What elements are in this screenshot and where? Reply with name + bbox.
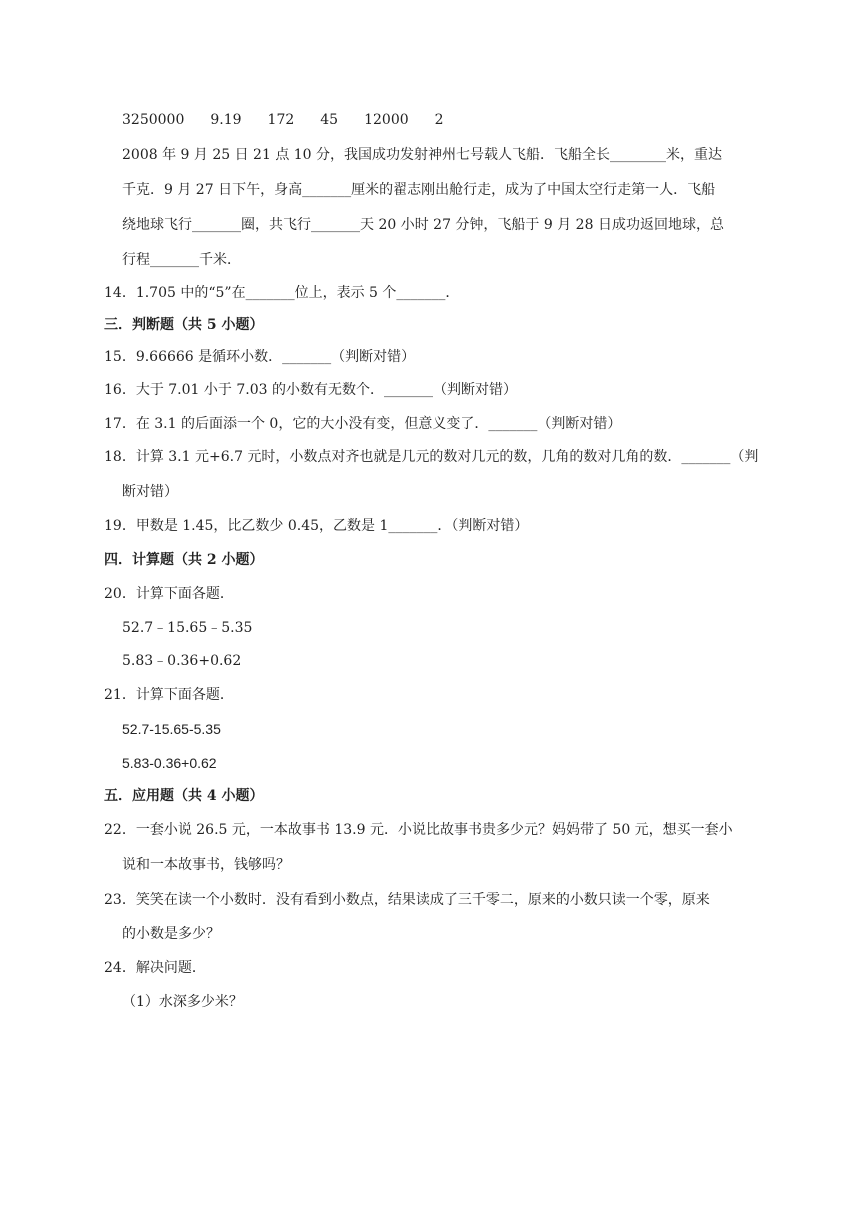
section-heading-judgement: 三．判断题（共 5 小题） — [104, 317, 264, 333]
number-item: 2 — [434, 112, 444, 128]
question-24-title: 24．解决问题． — [104, 960, 206, 976]
number-item: 12000 — [364, 112, 409, 128]
question-19: 19．甲数是 1.45，比乙数少 0.45，乙数是 1_______．（判断对错） — [104, 518, 529, 534]
question-20-expr1: 52.7﹣15.65﹣5.35 — [122, 620, 253, 636]
question-14: 14．1.705 中的“5”在_______位上，表示 5 个_______． — [104, 285, 460, 301]
question-20-expr2: 5.83﹣0.36+0.62 — [122, 653, 242, 669]
q13-line3: 绕地球飞行_______圈，共飞行_______天 20 小时 27 分钟，飞船于 9 月 28 日成功返回地球，总 — [122, 217, 724, 233]
q13-line2: 千克．9 月 27 日下午，身高_______厘米的翟志刚出舱行走，成为了中国太空行走第一人．飞船 — [122, 182, 716, 198]
question-15: 15．9.66666 是循环小数．_______（判断对错） — [104, 349, 416, 365]
q13-line4: 行程_______千米． — [122, 252, 241, 268]
number-item: 3250000 — [122, 112, 185, 128]
section-heading-application: 五．应用题（共 4 小题） — [104, 788, 264, 804]
number-item: 172 — [267, 112, 295, 128]
question-16: 16．大于 7.01 小于 7.03 的小数有无数个．_______（判断对错） — [104, 382, 517, 398]
question-17: 17．在 3.1 的后面添一个 0，它的大小没有变，但意义变了．_______（判断对错） — [104, 416, 622, 432]
question-21-expr2: 5.83-0.36+0.62 — [122, 755, 217, 771]
question-22-line1: 22．一套小说 26.5 元，一本故事书 13.9 元．小说比故事书贵多少元？妈妈带了 50 元，想买一套小 — [104, 822, 733, 838]
question-24-sub1: （1）水深多少米？ — [122, 994, 243, 1010]
question-21-expr1: 52.7-15.65-5.35 — [122, 721, 221, 737]
question-18-line2: 断对错） — [122, 484, 178, 500]
number-item: 9.19 — [210, 112, 242, 128]
number-list — [122, 110, 470, 130]
question-23-line1: 23．笑笑在读一个小数时．没有看到小数点，结果读成了三千零二，原来的小数只读一个零，原来 — [104, 892, 710, 908]
section-heading-calculation: 四．计算题（共 2 小题） — [104, 552, 264, 568]
q13-line1: 2008 年 9 月 25 日 21 点 10 分，我国成功发射神州七号载人飞船．飞船全长________米，重达 — [122, 147, 723, 163]
number-item: 45 — [320, 112, 339, 128]
question-20-title: 20．计算下面各题． — [104, 586, 234, 602]
question-23-line2: 的小数是多少？ — [122, 926, 220, 942]
question-18-line1: 18．计算 3.1 元+6.7 元时，小数点对齐也就是几元的数对几元的数，几角的数对几角的数．_______（判 — [104, 449, 759, 465]
question-22-line2: 说和一本故事书，钱够吗？ — [122, 857, 290, 873]
question-21-title: 21．计算下面各题． — [104, 687, 234, 703]
